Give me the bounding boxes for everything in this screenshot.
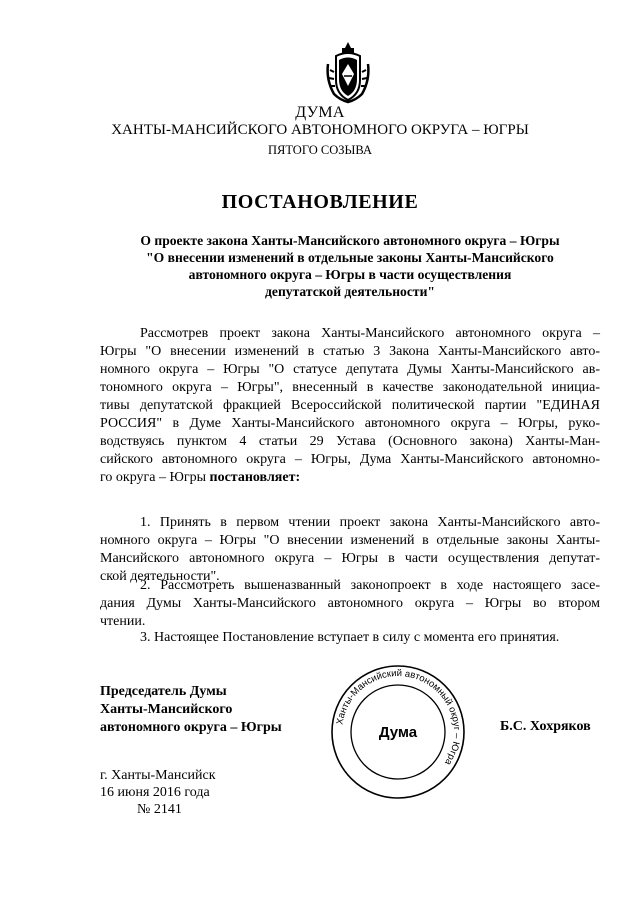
seal-center-text: Дума bbox=[378, 724, 418, 741]
document-type: ПОСТАНОВЛЕНИЕ bbox=[221, 191, 419, 213]
preamble-tail: го округа – Югры bbox=[100, 470, 210, 485]
resolution-item-3 bbox=[100, 629, 600, 647]
chairman-title-line: Председатель Думы bbox=[100, 684, 227, 699]
item-line: Мансийского автономного округа – Югры в части осуществления депутат- bbox=[100, 551, 600, 566]
signer-name: Б.С. Хохряков bbox=[500, 719, 591, 734]
document-subject bbox=[100, 232, 600, 300]
date: 16 июня 2016 года bbox=[100, 785, 210, 800]
subject-line: автономного округа – Югры в части осуществления bbox=[188, 267, 512, 282]
subject-line: депутатской деятельности" bbox=[265, 284, 435, 299]
item-line: 3. Настоящее Постановление вступает в силу с момента его принятия. bbox=[140, 630, 560, 645]
preamble-paragraph bbox=[100, 325, 600, 487]
chairman-title-line: автономного округа – Югры bbox=[100, 720, 282, 735]
document-footer bbox=[100, 767, 216, 818]
subject-line: О проекте закона Ханты-Мансийского автономного округа – Югры bbox=[140, 233, 560, 248]
preamble-line: Югры "О внесении изменений в статью 3 Закона Ханты-Мансийского авто- bbox=[100, 344, 600, 359]
item-line: 2. Рассмотреть вышеназванный законопроект в ходе настоящего засе- bbox=[140, 578, 600, 593]
preamble-line: сийского автономного округа – Югры, Дума Ханты-Мансийского автономно- bbox=[100, 452, 600, 467]
convocation: ПЯТОГО СОЗЫВА bbox=[267, 143, 373, 157]
preamble-line: водствуясь пунктом 4 статьи 29 Устава (Основного закона) Ханты-Ман- bbox=[100, 434, 600, 449]
document-number: № 2141 bbox=[137, 802, 182, 817]
chairman-title bbox=[100, 683, 282, 737]
preamble-line: Рассмотрев проект закона Ханты-Мансийского автономного округа – bbox=[140, 326, 600, 341]
subject-line: "О внесении изменений в отдельные законы Ханты-Мансийского bbox=[146, 250, 554, 265]
preamble-line: тономного округа – Югры", внесенный в качестве законодательной инициа- bbox=[100, 380, 600, 395]
preamble-line: тивы депутатской фракцией Всероссийской политической партии "ЕДИНАЯ bbox=[100, 398, 600, 413]
resolution-item-1 bbox=[100, 514, 600, 586]
item-line: ской деятельности". bbox=[100, 569, 220, 584]
chairman-title-line: Ханты-Мансийского bbox=[100, 702, 233, 717]
coat-of-arms-icon bbox=[322, 40, 374, 104]
resolution-item-2 bbox=[100, 577, 600, 631]
item-line: номного округа – Югры "О внесении изменений в отдельные законы Ханты- bbox=[100, 533, 600, 548]
org-name-line1: ДУМА bbox=[295, 104, 345, 121]
seal-ring-text: Ханты-Мансийский автономный округ – Югра bbox=[334, 667, 463, 767]
preamble-last-line bbox=[100, 469, 600, 487]
place: г. Ханты-Мансийск bbox=[100, 768, 216, 783]
preamble-verb: постановляет: bbox=[209, 470, 301, 485]
preamble-line: РОССИЯ" в Думе Ханты-Мансийского автономного округа – Югры, руко- bbox=[100, 416, 600, 431]
item-line: 1. Принять в первом чтении проект закона Ханты-Мансийского авто- bbox=[140, 515, 600, 530]
item-line: чтении. bbox=[100, 614, 146, 629]
item-line: дания Думы Ханты-Мансийского автономного округа – Югры во втором bbox=[100, 596, 600, 611]
org-name-line2: ХАНТЫ-МАНСИЙСКОГО АВТОНОМНОГО ОКРУГА – ЮГРЫ bbox=[111, 122, 529, 138]
preamble-line: номного округа – Югры "О статусе депутата Думы Ханты-Мансийского ав- bbox=[100, 362, 600, 377]
official-seal bbox=[328, 662, 468, 802]
